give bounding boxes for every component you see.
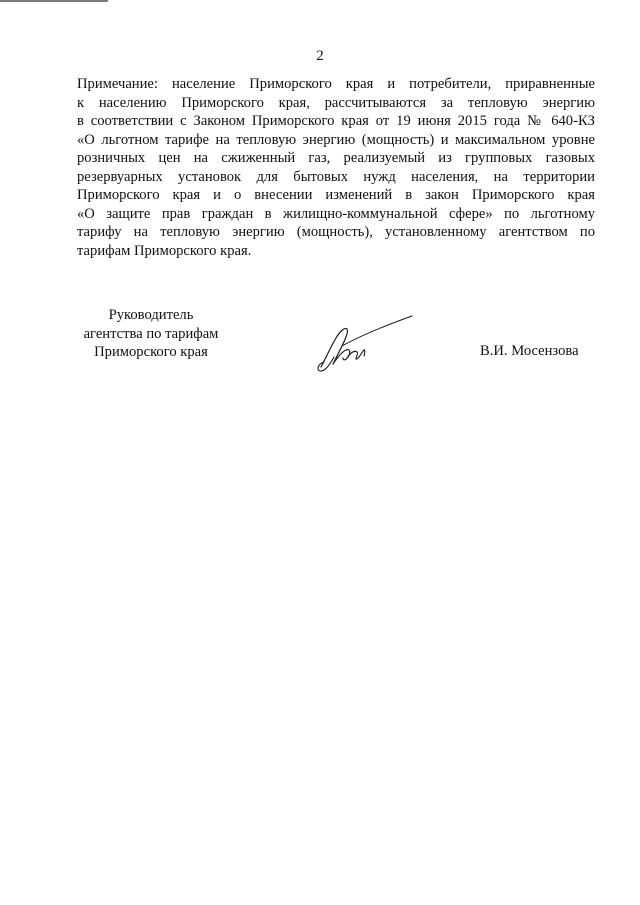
signatory-title-line: Приморского края	[94, 344, 208, 360]
handwritten-signature	[312, 312, 418, 374]
signature-stroke-tail	[348, 350, 365, 359]
signatory-title	[72, 306, 230, 362]
note-line: «О защите прав граждан в жилищно-коммунальной сфере» по льготному	[77, 205, 595, 222]
signature-stroke-flourish	[342, 316, 412, 346]
signatory-name: В.И. Мосензова	[480, 343, 579, 359]
signatory-title-line: агентства по тарифам	[83, 325, 219, 342]
note-line: резервуарных установок для бытовых нужд населения, на территории	[77, 168, 595, 185]
scan-edge-mark	[0, 0, 108, 2]
note-line: розничных цен на сжиженный газ, реализуемый из групповых газовых	[77, 150, 595, 166]
note-paragraph	[77, 75, 595, 260]
note-line: в соответствии с Законом Приморского края от 19 июня 2015 года № 640-КЗ	[77, 113, 595, 129]
signatory-title-line: Руководитель	[108, 307, 194, 323]
note-line: к населению Приморского края, рассчитываются за тепловую энергию	[77, 94, 595, 111]
signature-stroke-main	[321, 328, 350, 367]
note-line: Приморского края и о внесении изменений в закон Приморского края	[77, 187, 595, 203]
note-line: Примечание: население Приморского края и потребители, приравненные	[77, 76, 595, 92]
signature-stroke-loop	[318, 357, 334, 371]
note-line: тарифам Приморского края.	[77, 242, 252, 259]
note-line: «О льготном тарифе на тепловую энергию (мощность) и максимальном уровне	[77, 131, 595, 148]
note-line: тарифу на тепловую энергию (мощность), установленному агентством по	[77, 224, 595, 240]
page-number: 2	[316, 48, 324, 64]
